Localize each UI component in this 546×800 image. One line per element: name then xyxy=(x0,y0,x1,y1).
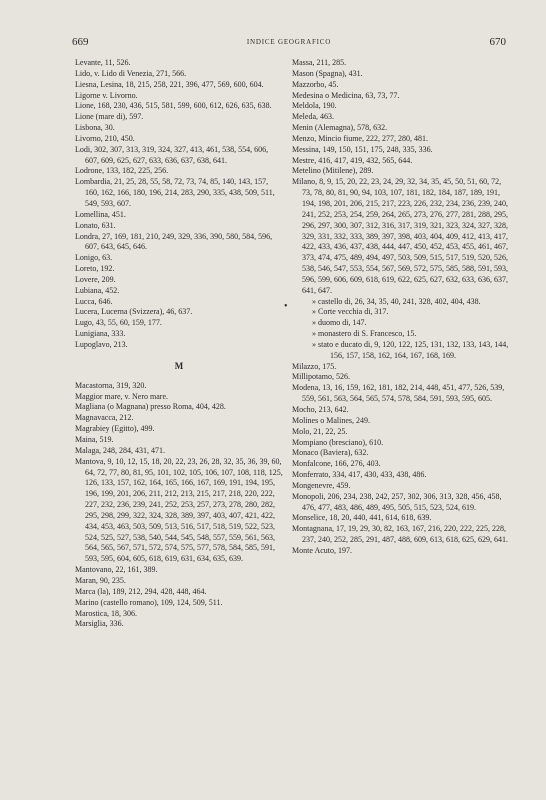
index-subentry: » castello di, 26, 34, 35, 40, 241, 328, 402, 404, 438. xyxy=(312,296,481,306)
index-entry: Macastorna, 319, 320. xyxy=(75,380,147,390)
index-entry: Lomellina, 451. xyxy=(75,209,126,219)
index-entry: Magrabiey (Egitto), 499. xyxy=(75,424,155,434)
index-entry: Magnavacca, 212. xyxy=(75,413,134,423)
index-entry: Menin (Alemagna), 578, 632. xyxy=(292,123,388,133)
index-entry: Lonato, 631. xyxy=(75,220,116,230)
index-entry: Liesna, Lesina, 18, 215, 258, 221, 396, 477, 569, 600, 604. xyxy=(75,79,264,89)
index-entry: Millipotamo, 526. xyxy=(292,372,350,382)
index-entry: Marsiglia, 336. xyxy=(75,619,124,629)
index-entry: Lupoglavo, 213. xyxy=(75,339,128,349)
index-entry: Lucera, Lucerna (Svizzera), 46, 637. xyxy=(75,307,193,317)
index-entry: Lodi, 302, 307, 313, 319, 324, 327, 413, 461, 538, 554, 606, 607, 609, 625, 627, 633, 636, 637, 638, 641. xyxy=(75,144,269,165)
index-entry: Mantova, 9, 10, 12, 15, 18, 20, 22, 23, 26, 28, 32, 35, 36, 39, 60, 64, 72, 77, 80, 81, 95, 101, 102, 105, 106, 107, 108, 118, 125, 126, 133, 157, 162, 164, 165, 166, 167, 169, 191, 194, 195, 196, 199, 201, 206, 211, 212, 213, 215, 217, 218, 220, 222, 227, 232, 236, 239, 241, 252, 253, 257, 273, 278, 280, 282, 295, 298, 299, 322, 324, 328, 389, 397, 403, 407, 421, 422, 434, 453, 463, 503, 509, 513, 516, 517, 518, 519, 522, 523, 524, 525, 527, 538, 540, 544, 545, 548, 557, 559, 561, 563, 564, 565, 567, 571, 572, 574, 575, 577, 578, 584, 585, 591, 593, 595, 604, 605, 618, 619, 631, 634, 635, 639. xyxy=(75,456,283,564)
index-entry: Mazzorbo, 45. xyxy=(292,79,339,89)
index-entry: Monfalcone, 166, 276, 403. xyxy=(292,459,381,469)
index-entry: Mantovano, 22, 161, 389. xyxy=(75,565,158,575)
index-entry: Molo, 21, 22, 25. xyxy=(292,426,348,436)
index-entry: Messina, 149, 150, 151, 175, 248, 335, 336. xyxy=(292,144,433,154)
index-entry: Mocho, 213, 642. xyxy=(292,405,349,414)
index-entry: Lombardia, 21, 25, 28, 55, 58, 72, 73, 74, 85, 140, 143, 157, 160, 162, 166, 180, 196, 214, 283, 290, 335, 438, 509, 511, 549, 593, 607. xyxy=(75,177,275,208)
index-subentry: » Corte vecchia di, 317. xyxy=(312,307,389,317)
index-entry: Marino (castello romano), 109, 124, 509, 511. xyxy=(75,597,223,607)
index-entry: Monselice, 18, 20, 440, 441, 614, 618, 639. xyxy=(292,513,432,523)
page-header xyxy=(72,36,506,50)
index-entry: Menzo, Mincio fiume, 222, 277, 280, 481. xyxy=(292,133,428,143)
index-entry: Lucca, 646. xyxy=(75,296,113,306)
page-number-left: 669 xyxy=(72,36,89,48)
index-entry: Mongenevre, 459. xyxy=(292,480,351,490)
index-entry: Maina, 519. xyxy=(75,435,114,444)
index-entry: Lugo, 43, 55, 60, 159, 177. xyxy=(75,318,162,328)
index-entry: Milazzo, 175. xyxy=(292,361,337,371)
index-entry: Lodrone, 133, 182, 225, 256. xyxy=(75,166,169,176)
index-entry: Milano, 8, 9, 15, 20, 22, 23, 24, 29, 32, 34, 35, 45, 50, 51, 60, 72, 73, 78, 80, 81, 90, 94, 103, 107, 181, 182, 184, 187, 189, 191, 194, 198, 201, 206, 215, 217, 223, 226, 232, 234, 236, 239, 240, 241, 252, 253, 254, 259, 264, 265, 273, 276, 277, 281, 288, 295, 296, 297, 300, 307, 312, 316, 317, 319, 321, 323, 324, 327, 328, 329, 331, 332, 333, 389, 397, 398, 403, 404, 409, 412, 413, 417, 422, 433, 436, 437, 438, 444, 447, 450, 452, 453, 455, 461, 467, 373, 474, 475, 489, 494, 497, 503, 509, 515, 517, 519, 520, 526, 538, 546, 547, 553, 554, 567, 569, 572, 575, 585, 588, 591, 593, 596, 599, 606, 609, 618, 619, 622, 625, 627, 632, 633, 636, 637, 641, 647. xyxy=(292,177,508,295)
index-entry: Lisbona, 30. xyxy=(75,123,115,133)
index-entry: Livorno, 210, 450. xyxy=(75,133,135,143)
index-entry: Meleda, 463. xyxy=(292,112,334,122)
index-entry: Loreto, 192. xyxy=(75,264,115,274)
index-entry: Lione, 168, 230, 436, 515, 581, 599, 600, 612, 626, 635, 638. xyxy=(75,101,272,111)
index-entry: Massa, 211, 285. xyxy=(292,58,347,67)
index-entry: Mason (Spagna), 431. xyxy=(292,68,363,78)
index-column-left xyxy=(75,58,283,630)
index-entry: Modena, 13, 16, 159, 162, 181, 182, 214, 448, 451, 477, 526, 539, 559, 561, 563, 564, 565, 574, 578, 584, 591, 593, 595, 605. xyxy=(292,383,505,404)
index-entry: Marca (la), 189, 212, 294, 428, 448, 464. xyxy=(75,586,207,596)
index-entry: Levante, 11, 526. xyxy=(75,58,131,67)
index-entry: Lione (mare di), 597. xyxy=(75,112,144,122)
index-entry: Monaco (Baviera), 632. xyxy=(292,448,369,458)
section-letter: M xyxy=(174,360,184,371)
index-entry: Marostica, 18, 306. xyxy=(75,608,137,618)
index-entry: Monferrato, 334, 417, 430, 433, 438, 486. xyxy=(292,470,427,480)
index-subentry: » stato e ducato di, 9, 120, 122, 125, 131, 132, 133, 143, 144, 156, 157, 158, 162, 164, 167, 168, 169. xyxy=(312,339,509,360)
index-entry: Lido, v. Lido di Venezia, 271, 566. xyxy=(75,68,187,78)
index-entry: Mestre, 416, 417, 419, 432, 565, 644. xyxy=(292,155,413,165)
index-entry: Londra, 27, 169, 181, 210, 249, 329, 336, 390, 580, 584, 596, 607, 643, 645, 646. xyxy=(75,231,273,252)
index-subentry: » duomo di, 147. xyxy=(312,318,367,328)
index-entry: Metelino (Mitilene), 289. xyxy=(292,166,374,176)
print-mark: • xyxy=(284,301,288,312)
index-column-right xyxy=(292,58,510,557)
index-entry: Maran, 90, 235. xyxy=(75,575,126,585)
index-entry: Montagnana, 17, 19, 29, 30, 82, 163, 167, 216, 220, 222, 225, 228, 237, 240, 252, 285, 291, 487, 488, 609, 613, 618, 625, 629, 641. xyxy=(292,524,508,545)
index-entry: Lonigo, 63. xyxy=(75,253,113,263)
index-entry: Lunigiana, 333. xyxy=(75,329,126,339)
running-title: INDICE GEOGRAFICO xyxy=(246,38,332,46)
index-entry: Lovere, 209. xyxy=(75,274,116,284)
index-entry: Medesina o Medicina, 63, 73, 77. xyxy=(292,90,400,100)
index-entry: Monopoli, 206, 234, 238, 242, 257, 302, 306, 313, 328, 456, 458, 476, 477, 483, 486, 489, 495, 505, 515, 523, 524, 619. xyxy=(292,491,502,512)
index-entry: Magliana (o Magnana) presso Roma, 404, 428. xyxy=(75,402,226,412)
index-entry: Ligorne v. Livorno. xyxy=(75,90,138,100)
index-entry: Monte Acuto, 197. xyxy=(292,545,352,555)
index-entry: Maggior mare, v. Nero mare. xyxy=(75,391,168,401)
index-subentry: » monastero di S. Francesco, 15. xyxy=(312,329,417,339)
index-entry: Lubiana, 452. xyxy=(75,285,120,295)
index-entry: Mompiano (bresciano), 610. xyxy=(292,437,384,447)
page-number-right: 670 xyxy=(489,36,506,48)
index-entry: Molines o Malines, 249. xyxy=(292,415,370,425)
index-entry: Malaga, 248, 284, 431, 471. xyxy=(75,445,165,455)
index-entry: Meldola, 190. xyxy=(292,101,337,111)
